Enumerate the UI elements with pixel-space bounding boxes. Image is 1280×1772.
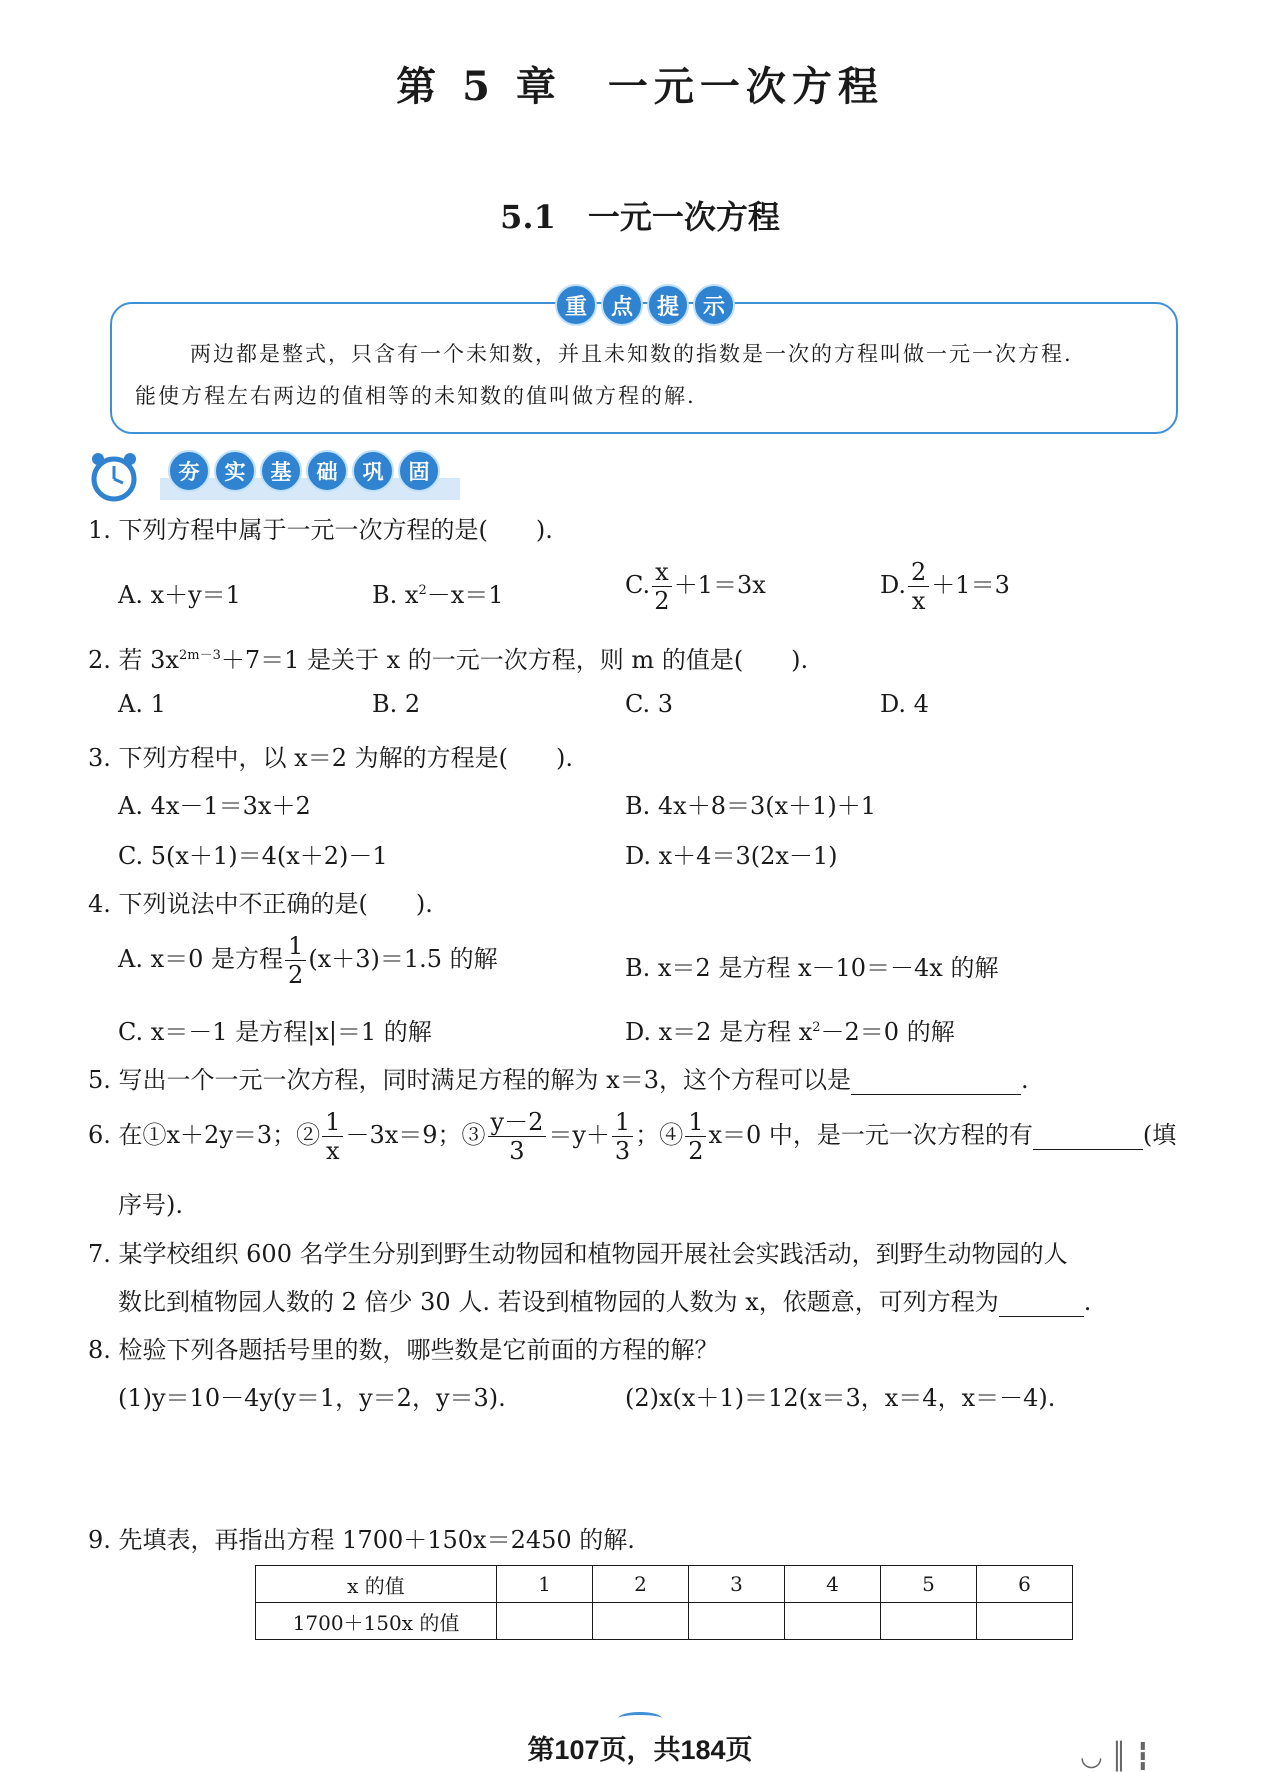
question-5: 5. 写出一个一元一次方程，同时满足方程的解为 x＝3，这个方程可以是 . xyxy=(88,1066,1029,1094)
table-header-cell: 1700＋150x 的值 xyxy=(256,1603,497,1640)
table-cell: 1 xyxy=(497,1566,593,1603)
table-input-cell[interactable] xyxy=(593,1603,689,1640)
key-points-char: 点 xyxy=(601,284,643,326)
alarm-clock-icon xyxy=(88,450,140,502)
table-cell: 6 xyxy=(977,1566,1073,1603)
basic-title-char: 巩 xyxy=(352,450,394,492)
basic-title-char: 实 xyxy=(214,450,256,492)
key-points-char: 示 xyxy=(693,284,735,326)
basic-title-char: 基 xyxy=(260,450,302,492)
table-input-cell[interactable] xyxy=(497,1603,593,1640)
chapter-title: 第 5 章 一元一次方程 xyxy=(396,63,884,110)
question-2-stem: 2. 若 $3x^{2m-3}+7=1$ 是关于 x 的一元一次方程，则 m 的值是( ). xyxy=(88,646,809,674)
table-row xyxy=(256,1603,1073,1640)
q1-option-d: D. $\frac{2}{x}$ ＋1＝3 xyxy=(880,558,1010,615)
question-6-line-2: 序号). xyxy=(118,1191,183,1219)
q3-option-a: A. 4x－1＝3x＋2 xyxy=(118,792,311,820)
answer-blank[interactable] xyxy=(1033,1121,1143,1150)
q4-option-c: C. x＝－1 是方程|x|＝1 的解 xyxy=(118,1018,432,1046)
table-input-cell[interactable] xyxy=(977,1603,1073,1640)
table-cell: 2 xyxy=(593,1566,689,1603)
section-title: 5.1 一元一次方程 xyxy=(500,198,780,236)
question-7-line-1: 7. 某学校组织 600 名学生分别到野生动物园和植物园开展社会实践活动，到野生动物园的人 xyxy=(88,1240,1068,1268)
table-input-cell[interactable] xyxy=(881,1603,977,1640)
key-points-title xyxy=(555,284,735,324)
q4-option-b: B. x＝2 是方程 x－10＝－4x 的解 xyxy=(625,954,999,982)
value-table xyxy=(255,1565,1073,1640)
q1-option-c: C. $\frac{x}{2}$ ＋1＝3x xyxy=(625,558,766,615)
key-point-line-2: 能使方程左右两边的值相等的未知数的值叫做方程的解. xyxy=(135,384,696,408)
q2-option-c: C. 3 xyxy=(625,690,674,718)
table-cell: 5 xyxy=(881,1566,977,1603)
basic-section-title xyxy=(168,450,440,492)
question-8-stem: 8. 检验下列各题括号里的数，哪些数是它前面的方程的解？ xyxy=(88,1336,719,1364)
answer-blank[interactable] xyxy=(999,1288,1084,1317)
table-input-cell[interactable] xyxy=(785,1603,881,1640)
key-points-char: 提 xyxy=(647,284,689,326)
basic-title-char: 夯 xyxy=(168,450,210,492)
table-row xyxy=(256,1566,1073,1603)
page-number: 第107页，共184页 xyxy=(527,1735,753,1765)
key-point-line-1: 两边都是整式，只含有一个未知数，并且未知数的指数是一次的方程叫做一元一次方程. xyxy=(190,342,1073,366)
q3-option-d: D. x＋4＝3(2x－1) xyxy=(625,842,838,870)
q3-option-b: B. 4x＋8＝3(x＋1)＋1 xyxy=(625,792,877,820)
q2-option-b: B. 2 xyxy=(372,690,421,718)
table-cell: 3 xyxy=(689,1566,785,1603)
menu-icon: ◡ ║ ┇ xyxy=(1080,1742,1151,1772)
basic-title-char: 固 xyxy=(398,450,440,492)
q1-option-b: B. $x^2-x=1$ xyxy=(372,581,504,609)
question-7-line-2: 数比到植物园人数的 2 倍少 30 人. 若设到植物园的人数为 x，依题意，可列方程为 . xyxy=(118,1288,1092,1316)
q8-part-2: (2)x(x＋1)＝12(x＝3，x＝4，x＝－4). xyxy=(625,1384,1056,1412)
question-6: 6. 在①x＋2y＝3；② $\frac{1}{x}$ －3x＝9；③ $\frac{y-2}{3}$ ＝y＋ $\frac{1}{3}$ ；④ $\frac{1}{2}$ x＝0 中，是一元一次方程的有 (填 xyxy=(88,1108,1177,1165)
q4-option-a: A. x＝0 是方程 $\frac{1}{2}$ (x＋3)＝1.5 的解 xyxy=(118,932,498,989)
key-points-char: 重 xyxy=(555,284,597,326)
q1-option-a: A. x＋y＝1 xyxy=(118,581,241,609)
q3-option-c: C. 5(x＋1)＝4(x＋2)－1 xyxy=(118,842,388,870)
q4-option-d: D. x＝2 是方程 $x^2-2=0$ 的解 xyxy=(625,1018,955,1046)
page-ornament xyxy=(618,1712,662,1725)
q2-option-a: A. 1 xyxy=(118,690,166,718)
q2-option-d: D. 4 xyxy=(880,690,929,718)
table-input-cell[interactable] xyxy=(689,1603,785,1640)
q8-part-1: (1)y＝10－4y(y＝1，y＝2，y＝3). xyxy=(118,1384,506,1412)
question-1-stem: 1. 下列方程中属于一元一次方程的是( ). xyxy=(88,516,553,544)
question-3-stem: 3. 下列方程中，以 x＝2 为解的方程是( ). xyxy=(88,744,573,772)
table-header-cell: x 的值 xyxy=(256,1566,497,1603)
basic-title-char: 础 xyxy=(306,450,348,492)
table-cell: 4 xyxy=(785,1566,881,1603)
question-4-stem: 4. 下列说法中不正确的是( ). xyxy=(88,890,433,918)
question-9-stem: 9. 先填表，再指出方程 1700＋150x＝2450 的解. xyxy=(88,1526,635,1554)
answer-blank[interactable] xyxy=(851,1066,1021,1095)
